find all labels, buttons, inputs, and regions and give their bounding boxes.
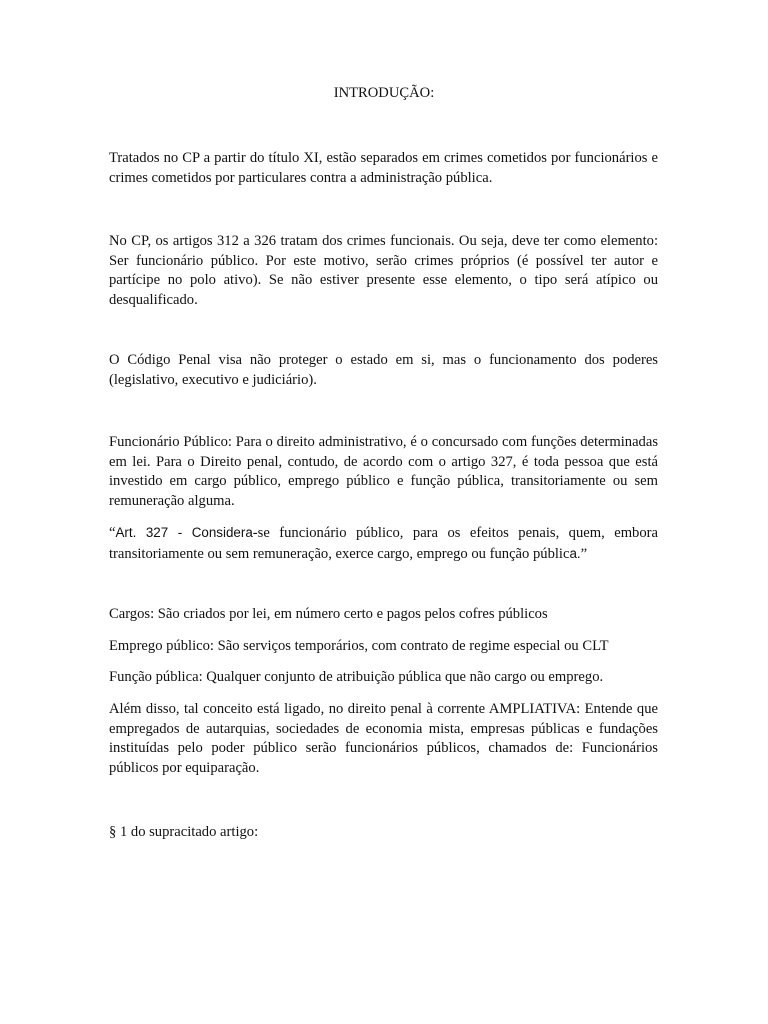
- paragraph-codigo-penal: O Código Penal visa não proteger o estado em si, mas o funcionamento dos poderes (legislativo, executivo e judiciário).: [109, 352, 658, 388]
- paragraph-titulo-xi: Tratados no CP a partir do título XI, estão separados em crimes cometidos por funcionários e crimes cometidos por particulares contra a administração pública.: [109, 150, 658, 186]
- paragraph-crimes-funcionais: No CP, os artigos 312 a 326 tratam dos crimes funcionais. Ou seja, deve ter como elemento: Ser funcionário público. Por este motivo, serão crimes próprios (é possível ter autor e partícipe no polo ativo). Se não estiver presente esse elemento, o tipo será atípico ou desqualificado.: [109, 233, 658, 308]
- quote-text: -se funcionário público, para os efeitos penais, quem, embora transitoriamente ou sem remuneração, exerce cargo, emprego ou função públic: [109, 525, 658, 562]
- definition-funcao-publica: Função pública: Qualquer conjunto de atribuição pública que não cargo ou emprego.: [109, 669, 604, 685]
- quote-open-mark: “: [109, 525, 116, 541]
- definition-cargos: Cargos: São criados por lei, em número certo e pagos pelos cofres públicos: [109, 606, 548, 622]
- paragraph-ampliativa: Além disso, tal conceito está ligado, no direito penal à corrente AMPLIATIVA: Entende que empregados de autarquias, sociedades de economia mista, empresas públicas e fundações instituídas pelo poder público serão funcionários públicos, chamados de: Funcionários públicos por equiparação.: [109, 701, 658, 776]
- document-title: INTRODUÇÃO:: [333, 85, 435, 101]
- definition-emprego-publico: Emprego público: São serviços temporários, com contrato de regime especial ou CLT: [109, 638, 609, 654]
- quote-article-label: Art. 327 - Considera: [115, 525, 253, 540]
- quote-art-327: [109, 523, 658, 564]
- paragraph-funcionario-publico: Funcionário Público: Para o direito administrativo, é o concursado com funções determinadas em lei. Para o Direito penal, contudo, de acordo com o artigo 327, é toda pessoa que está investido em cargo público, emprego público e função pública, transitoriamente ou sem remuneração alguma.: [109, 434, 658, 509]
- quote-tail: a.: [569, 545, 581, 561]
- quote-close-mark: ”: [580, 545, 588, 562]
- section-heading: § 1 do supracitado artigo:: [109, 824, 259, 840]
